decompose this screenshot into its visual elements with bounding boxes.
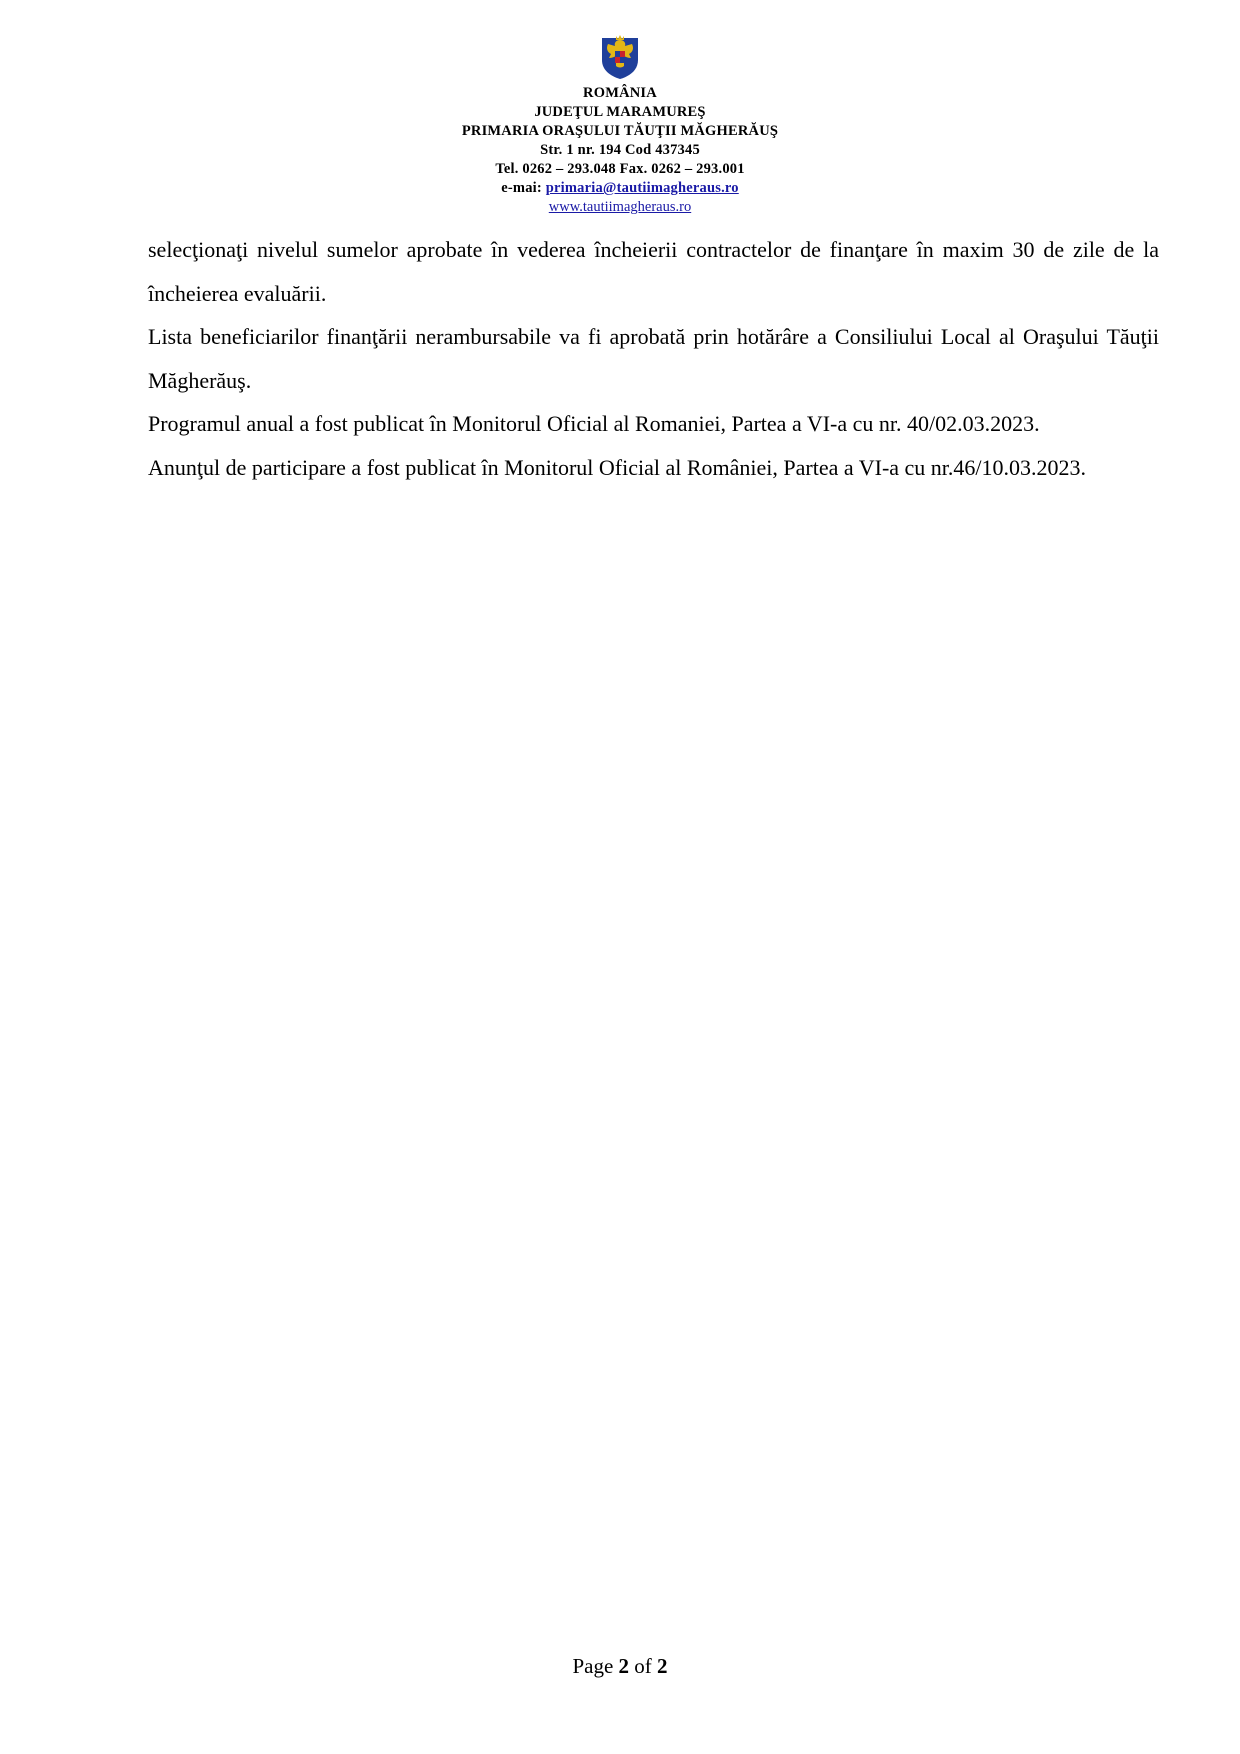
header-address: Str. 1 nr. 194 Cod 437345 xyxy=(540,142,700,158)
document-body xyxy=(148,228,1159,489)
letterhead xyxy=(0,34,1240,216)
header-phone-fax: Tel. 0262 – 293.048 Fax. 0262 – 293.001 xyxy=(495,161,745,177)
paragraph: selecţionaţi nivelul sumelor aprobate în vederea încheierii contractelor de finanţare în maxim 30 de zile de la încheierea evaluării. xyxy=(148,237,1159,306)
of-word: of xyxy=(634,1654,652,1678)
coat-of-arms-icon xyxy=(598,34,642,80)
page-word: Page xyxy=(572,1654,614,1678)
paragraph: Programul anual a fost publicat în Monitorul Oficial al Romaniei, Partea a VI-a cu nr. 40/02.03.2023. xyxy=(148,411,1040,436)
header-email-row xyxy=(0,179,1240,198)
email-link[interactable]: primaria@tautiimagheraus.ro xyxy=(545,180,739,196)
header-county: JUDEŢUL MARAMUREŞ xyxy=(534,104,706,120)
header-country: ROMÂNIA xyxy=(583,85,657,101)
website-link[interactable]: www.tautiimagheraus.ro xyxy=(548,199,692,215)
paragraph: Anunţul de participare a fost publicat în Monitorul Oficial al României, Partea a VI-a cu nr.46/10.03.2023. xyxy=(148,454,1087,480)
page-footer xyxy=(0,1654,1240,1679)
email-label: e-mai: xyxy=(501,180,542,196)
header-institution: PRIMARIA ORAŞULUI TĂUŢII MĂGHERĂUŞ xyxy=(461,123,779,139)
page-total: 2 xyxy=(657,1654,668,1678)
page-current: 2 xyxy=(618,1654,630,1678)
paragraph: Lista beneficiarilor finanţării nerambursabile va fi aprobată prin hotărâre a Consiliului Local al Oraşului Tăuţii Măgherăuş. xyxy=(148,324,1159,393)
